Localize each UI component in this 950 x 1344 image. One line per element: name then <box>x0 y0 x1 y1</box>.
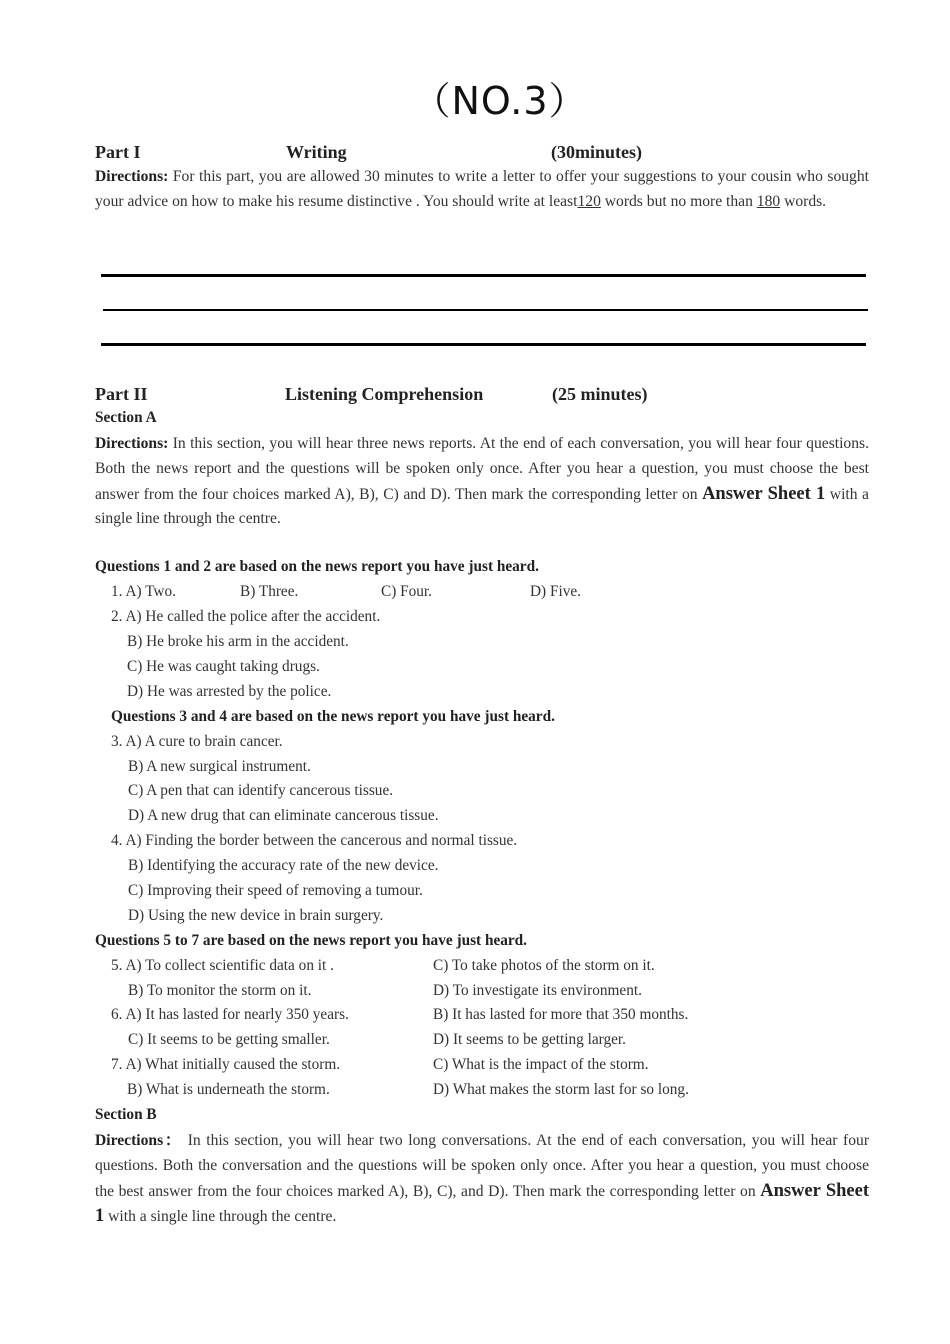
part1-label: Part I <box>95 142 141 162</box>
q3-option-a: 3. A) A cure to brain cancer. <box>111 733 283 750</box>
question-group-heading: Questions 3 and 4 are based on the news report you have just heard. <box>111 708 555 725</box>
q6-option-b: B) It has lasted for more that 350 months. <box>433 1006 689 1023</box>
q5-option-a: 5. A) To collect scientific data on it . <box>111 957 334 974</box>
directions-label: Directions: <box>95 435 169 452</box>
directions-label: Directions: <box>95 168 169 185</box>
section-b-heading: Section B <box>95 1106 157 1123</box>
part2-label: Part II <box>95 384 148 404</box>
min-words: 120 <box>577 192 601 210</box>
part2-time: (25 minutes) <box>552 384 648 404</box>
q1-option-c: C) Four. <box>381 583 432 600</box>
q3-option-b: B) A new surgical instrument. <box>128 758 311 775</box>
writing-line <box>101 274 866 277</box>
section-a-directions <box>95 432 869 532</box>
directions-text-3: words. <box>780 192 827 210</box>
directions-label: Directions： <box>95 1132 183 1149</box>
q6-option-c: C) It seems to be getting smaller. <box>128 1031 330 1048</box>
q5-option-d: D) To investigate its environment. <box>433 982 642 999</box>
q4-option-a: 4. A) Finding the border between the cancerous and normal tissue. <box>111 832 518 849</box>
q4-option-b: B) Identifying the accuracy rate of the new device. <box>128 857 439 874</box>
part1-name: Writing <box>286 142 347 162</box>
part1-time: (30minutes) <box>551 142 642 162</box>
answer-sheet-label: Answer Sheet 1 <box>702 483 826 504</box>
writing-line <box>101 343 866 346</box>
part1-directions <box>95 165 869 215</box>
q6-option-d: D) It seems to be getting larger. <box>433 1031 627 1048</box>
directions-text-2: words but no more than <box>600 192 757 210</box>
q5-option-c: C) To take photos of the storm on it. <box>433 957 655 974</box>
section-b-directions <box>95 1129 869 1230</box>
q4-option-c: C) Improving their speed of removing a tumour. <box>128 882 423 899</box>
q1-option-d: D) Five. <box>530 583 581 600</box>
q7-option-a: 7. A) What initially caused the storm. <box>111 1056 341 1073</box>
q3-option-c: C) A pen that can identify cancerous tissue. <box>128 782 394 799</box>
question-group-heading: Questions 5 to 7 are based on the news report you have just heard. <box>95 932 528 949</box>
q2-option-a: 2. A) He called the police after the accident. <box>111 608 381 625</box>
q1-option-a: 1. A) Two. <box>111 583 176 600</box>
page-title: （NO.3） <box>412 79 588 123</box>
q4-option-d: D) Using the new device in brain surgery. <box>128 907 384 924</box>
q1-option-b: B) Three. <box>240 583 299 600</box>
directions-text: In this section, you will hear three news reports. At the end of each conversation, you will hear four questions. Both the news report and the questions will be spoken only once. After you hear a question, you must choose the best answer from the four choices marked A), B), C) and D). Then mark the corresponding letter on <box>95 435 869 503</box>
directions-text: In this section, you will hear two long conversations. At the end of each conversation, you will hear four questions. Both the conversation and the questions will be spoken only once. After you hear a question, you must choose the best answer from the four choices marked A), B), C), and D). Then mark the corresponding letter on <box>95 1132 870 1200</box>
directions-text-end: with a single line through the centre. <box>95 485 869 528</box>
q3-option-d: D) A new drug that can eliminate cancerous tissue. <box>128 807 439 824</box>
answer-sheet-label: Answer Sheet 1 <box>95 1180 869 1227</box>
part2-name: Listening Comprehension <box>285 384 484 404</box>
max-words: 180 <box>756 192 781 210</box>
q7-option-b: B) What is underneath the storm. <box>127 1081 330 1098</box>
question-group-heading: Questions 1 and 2 are based on the news report you have just heard. <box>95 558 539 575</box>
q5-option-b: B) To monitor the storm on it. <box>128 982 312 999</box>
q7-option-c: C) What is the impact of the storm. <box>433 1056 649 1073</box>
writing-line <box>103 309 868 311</box>
directions-text-end: with a single line through the centre. <box>104 1208 337 1226</box>
section-a-heading: Section A <box>95 409 157 426</box>
q2-option-d: D) He was arrested by the police. <box>127 683 332 700</box>
q2-option-c: C) He was caught taking drugs. <box>127 658 320 675</box>
q2-option-b: B) He broke his arm in the accident. <box>127 633 349 650</box>
q6-option-a: 6. A) It has lasted for nearly 350 years. <box>111 1006 349 1023</box>
directions-text: For this part, you are allowed 30 minutes to write a letter to offer your suggestions to your cousin who sought your advice on how to make his resume distinctive . You should write at least <box>95 168 869 210</box>
q7-option-d: D) What makes the storm last for so long. <box>433 1081 689 1098</box>
